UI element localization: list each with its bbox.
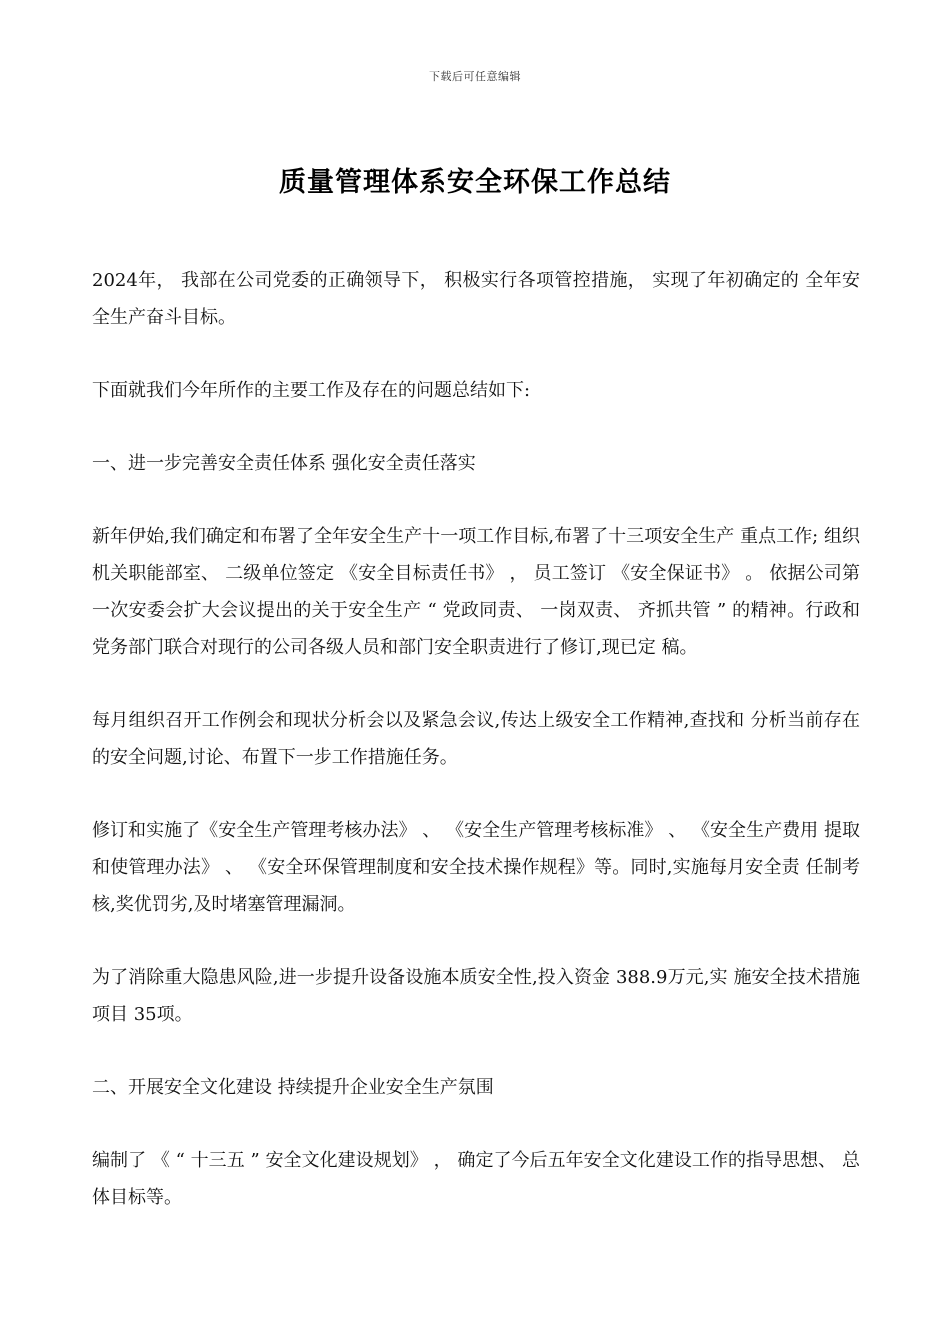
- paragraph-investment: 为了消除重大隐患风险,进一步提升设备设施本质安全性,投入资金 388.9万元,实 施安全技术措施项目 35项。: [92, 967, 860, 1025]
- paragraph-meetings: 每月组织召开工作例会和现状分析会以及紧急会议,传达上级安全工作精神,查找和 分析当前存在的安全问题,讨论、布置下一步工作措施任务。: [92, 710, 860, 768]
- paragraph-culture-plan: 编制了 《 “ 十三五 ” 安全文化建设规划》 ， 确定了今后五年安全文化建设工作的指导思想、 总体目标等。: [92, 1150, 860, 1208]
- paragraph-intro: 2024年， 我部在公司党委的正确领导下， 积极实行各项管控措施， 实现了年初确定的 全年安全生产奋斗目标。: [92, 270, 860, 328]
- document-body: [92, 262, 860, 1252]
- paragraph-regulations: 修订和实施了《安全生产管理考核办法》 、 《安全生产管理考核标准》 、 《安全生产费用 提取和使管理办法》 、 《安全环保管理制度和安全技术操作规程》等。同时,实施每月安全责 任制考核,奖优罚劣,及时堵塞管理漏洞。: [92, 820, 860, 915]
- header-note: 下载后可任意编辑: [429, 70, 521, 83]
- document-title: 质量管理体系安全环保工作总结: [279, 167, 671, 198]
- paragraph-summary-lead: 下面就我们今年所作的主要工作及存在的问题总结如下:: [92, 380, 531, 401]
- section-heading-1: 一、进一步完善安全责任体系 强化安全责任落实: [92, 453, 476, 474]
- paragraph-responsibility: 新年伊始,我们确定和布署了全年安全生产十一项工作目标,布署了十三项安全生产 重点工作; 组织机关职能部室、 二级单位签定 《安全目标责任书》 ， 员工签订 《安全保证书》 。 依据公司第一次安委会扩大会议提出的关于安全生产 “ 党政同责、 一岗双责、 齐抓共管 ” 的精神。行政和党务部门联合对现行的公司各级人员和部门安全职责进行了修订,现已定 稿。: [92, 526, 860, 658]
- section-heading-2: 二、开展安全文化建设 持续提升企业安全生产氛围: [92, 1077, 494, 1098]
